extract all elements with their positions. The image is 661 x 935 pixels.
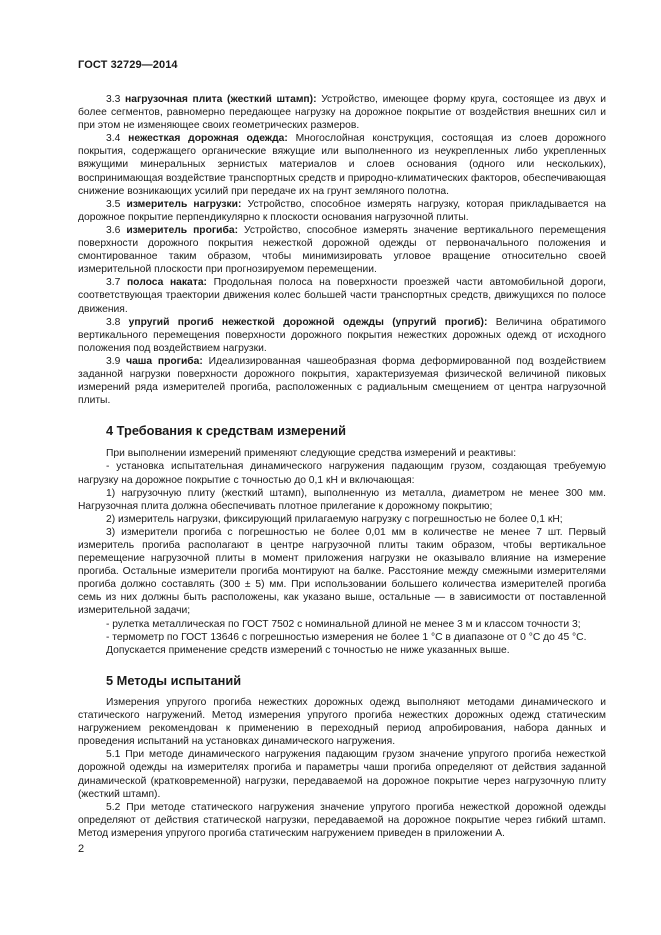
definition-term: нежесткая дорожная одежда: <box>128 133 288 145</box>
paragraph: Допускается применение средств измерений с точностью не ниже указанных выше. <box>106 644 510 656</box>
list-item: 3) измерители прогиба с погрешностью не более 0,01 мм в количестве не менее 7 шт. Первый измеритель прогиба располагают в центре нагрузочной плиты таким образом, чтобы вертикальное перемещение нагрузочной плиты в момент приложения нагрузки не оказывало влияние на измерение прогиба. Остальные измерители прогиба монтируют на балке. Расстояние между смежными измерителями прогиба должно составлять (300 ± 5) мм. При использовании большего количества измерителей прогиба семь из них должны быть расположены, как указано выше, остальные — в зависимости от поставленной измерительной задачи; <box>78 526 606 617</box>
definition-3-6: 3.6 измеритель прогиба: Устройство, способное измерять значение вертикального перемещения поверхности дорожного покрытия нежесткой дорожной одежды от первоначального положения и смонтированное таким образом, чтобы минимизировать угловое вращение относительно своей измерительной плоскости при прогнозируемом перемещении. <box>78 224 606 276</box>
definition-3-5: 3.5 измеритель нагрузки: Устройство, способное измерять нагрузку, которая прикладывается на дорожное покрытие перпендикулярно к плоскости основания нагрузочной плиты. <box>78 198 606 223</box>
definition-term: полоса наката: <box>126 277 207 289</box>
document-body <box>78 93 606 840</box>
definition-3-3: 3.3 нагрузочная плита (жесткий штамп): Устройство, имеющее форму круга, состоящее из двух и более сегментов, равномерно передающее нагрузку на дорожное покрытие от воздействия внешних сил и при этом не изменяющее своих геометрических размеров. <box>78 94 606 132</box>
definition-3-9: 3.9 чаша прогиба: Идеализированная чашеобразная форма деформированной под воздействием заданной нагрузки поверхности дорожного покрытия, характеризуемая физической величиной пиковых измерений ряда измерителей прогиба, расположенных с радиальным смещением от центра нагрузочной плиты. <box>78 355 606 407</box>
paragraph: 5.2 При методе статического нагружения значение упругого прогиба нежесткой дорожной одежды определяют от действия статической нагрузки, передаваемой на дорожное покрытие через гибкий штамп. Метод измерения упругого прогиба статическим нагружением приведен в приложении А. <box>78 801 606 839</box>
definition-term: упругий прогиб нежесткой дорожной одежды (упругий прогиб): <box>128 316 488 328</box>
definition-term: измеритель прогиба: <box>126 224 239 236</box>
paragraph: Измерения упругого прогиба нежестких дорожных одежд выполняют методами динамического и статического нагружений. Метод измерения упругого прогиба нежестких дорожных одежд статическим нагружением рекомендован к применению в переходный период апробирования, набора данных и проведения испытаний на установках динамического нагружения. <box>78 696 606 748</box>
list-item: 1) нагрузочную плиту (жесткий штамп), выполненную из металла, диаметром не менее 300 мм. Нагрузочная плита должна обеспечивать плотное прилегание к дорожному покрытию; <box>78 487 606 512</box>
definition-term: измеритель нагрузки: <box>126 198 242 210</box>
list-item: - рулетка металлическая по ГОСТ 7502 с номинальной длиной не менее 3 м и классом точности 3; <box>106 618 581 630</box>
section-5-heading: 5 Методы испытаний <box>106 672 242 688</box>
list-item: 2) измеритель нагрузки, фиксирующий прилагаемую нагрузку с погрешностью не более 0,1 кН; <box>106 513 563 525</box>
definition-3-4: 3.4 нежесткая дорожная одежда: Многослойная конструкция, состоящая из слоев дорожного покрытия, содержащего органические вяжущие или выполненного из неукрепленных либо укрепленных вяжущими минеральных зернистых материалов и слоев основания (одного или нескольких), воспринимающая воздействие транспортных средств и природно-климатических факторов, обеспечивающая снижение возникающих усилий при передаче их на грунт земляного полотна. <box>78 133 606 197</box>
section-4-heading: 4 Требования к средствам измерений <box>106 423 346 439</box>
list-item: - термометр по ГОСТ 13646 с погрешностью измерения не более 1 °С в диапазоне от 0 °С до 45 °С. <box>106 631 587 643</box>
page-number: 2 <box>78 843 85 855</box>
list-item: - установка испытательная динамического нагружения падающим грузом, создающая требуемую нагрузку на дорожное покрытие с точностью до 0,1 кН и включающая: <box>78 461 606 486</box>
document-header: ГОСТ 32729—2014 <box>78 59 178 71</box>
paragraph: 5.1 При методе динамического нагружения падающим грузом значение упругого прогиба нежесткой дорожной одежды на измерителях прогиба и параметры чаши прогиба определяют от действия заданной динамической (кратковременной) нагрузки, передаваемой на дорожное покрытие через нагрузочную плиту (жесткий штамп). <box>78 749 606 800</box>
definition-3-8: 3.8 упругий прогиб нежесткой дорожной одежды (упругий прогиб): Величина обратимого вертикального перемещения поверхности дорожного покрытия нежестких дорожных одежд от исходного положения под воздействием нагрузки. <box>78 316 606 354</box>
definition-term: нагрузочная плита (жесткий штамп): <box>125 94 317 105</box>
definition-3-7: 3.7 полоса наката: Продольная полоса на поверхности проезжей части автомобильной дороги, соответствующая траектории движения колес большей части транспортных средств, движущихся по полосе движения. <box>78 277 606 315</box>
paragraph: При выполнении измерений применяют следующие средства измерений и реактивы: <box>106 448 517 460</box>
definition-term: чаша прогиба: <box>126 355 203 367</box>
